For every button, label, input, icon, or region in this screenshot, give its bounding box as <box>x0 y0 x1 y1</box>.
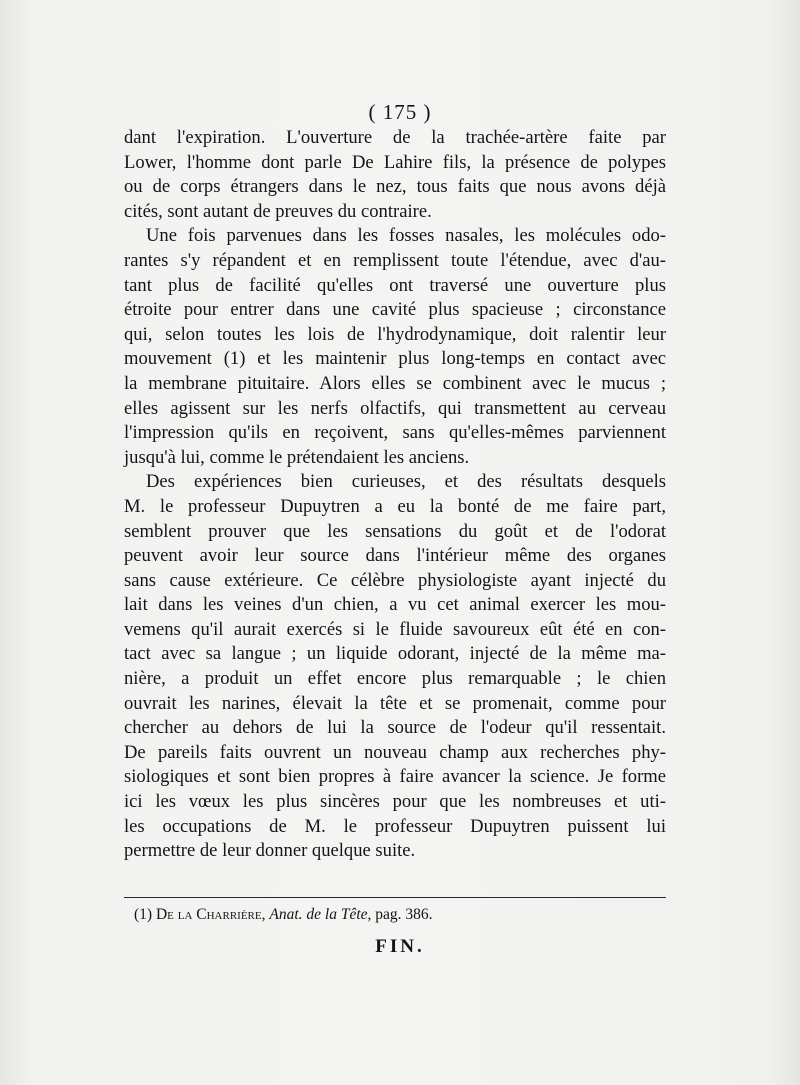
text-line: siologiques et sont bien propres à faire avancer la science. Je forme <box>124 766 666 788</box>
page-number: ( 175 ) <box>368 100 432 124</box>
text-line: qui, selon toutes les lois de l'hydrodynamique, doit ralentir leur <box>124 323 666 345</box>
text-line: M. le professeur Dupuytren a eu la bonté de me faire part, <box>124 495 666 517</box>
text-line: semblent prouver que les sensations du goût et de l'odorat <box>124 520 666 542</box>
text-line: Des expériences bien curieuses, et des résultats desquels <box>146 471 666 493</box>
text-line: lait dans les veines d'un chien, a vu cet animal exercer les mou- <box>124 594 666 616</box>
text-line: sans cause extérieure. Ce célèbre physiologiste ayant injecté du <box>124 569 666 591</box>
text-line: la membrane pituitaire. Alors elles se combinent avec le mucus ; <box>124 372 666 394</box>
text-line: jusqu'à lui, comme le prétendaient les anciens. <box>124 446 470 468</box>
text-line: dant l'expiration. L'ouverture de la trachée-artère faite par <box>124 127 666 148</box>
footnote-separator: , <box>261 906 270 923</box>
text-line: ouvrait les narines, élevait la tête et se promenait, comme pour <box>124 692 666 714</box>
text-line: mouvement (1) et les maintenir plus long-temps en contact avec <box>124 348 666 370</box>
text-line: rantes s'y répandent et en remplissent toute l'étendue, avec d'au- <box>124 249 666 271</box>
text-line: chercher au dehors de lui la source de l'odeur qu'il ressentait. <box>124 717 666 739</box>
text-line: De pareils faits ouvrent un nouveau champ aux recherches phy- <box>124 741 666 763</box>
text-line: Lower, l'homme dont parle De Lahire fils, la présence de polypes <box>124 151 666 173</box>
text-line: vemens qu'il aurait exercés si le fluide savoureux eût été en con- <box>124 618 666 640</box>
text-line: les occupations de M. le professeur Dupuytren puissent lui <box>124 815 666 837</box>
end-mark: FIN. <box>375 936 425 957</box>
text-line: étroite pour entrer dans une cavité plus spacieuse ; circonstance <box>124 299 666 321</box>
text-line: tact avec sa langue ; un liquide odorant, injecté de la même ma- <box>124 643 666 665</box>
footnote-divider <box>124 897 666 898</box>
text-line: ou de corps étrangers dans le nez, tous faits que nous avons déjà <box>124 176 666 198</box>
text-line: nière, a produit un effet encore plus remarquable ; le chien <box>124 668 666 690</box>
text-line: ici les vœux les plus sincères pour que les nombreuses et uti- <box>124 791 666 813</box>
text-line: elles agissent sur les nerfs olfactifs, qui transmettent au cerveau <box>124 397 666 419</box>
footnote-author: De la Charrière <box>155 906 262 923</box>
footnote-title: Anat. de la Tête <box>269 906 368 923</box>
footnote-reference: , pag. 386. <box>367 906 433 923</box>
text-line: permettre de leur donner quelque suite. <box>124 840 416 862</box>
body-text <box>124 126 666 864</box>
text-line: tant plus de facilité qu'elles ont traversé une ouverture plus <box>124 274 666 296</box>
footnote <box>124 905 676 925</box>
text-line: peuvent avoir leur source dans l'intérieur même des organes <box>124 545 666 567</box>
text-line: cités, sont autant de preuves du contraire. <box>124 200 432 222</box>
text-line: Une fois parvenues dans les fosses nasales, les molécules odo- <box>146 225 666 247</box>
footnote-marker: (1) <box>134 906 153 923</box>
text-line: l'impression qu'ils en reçoivent, sans qu'elles-mêmes parviennent <box>124 422 666 444</box>
